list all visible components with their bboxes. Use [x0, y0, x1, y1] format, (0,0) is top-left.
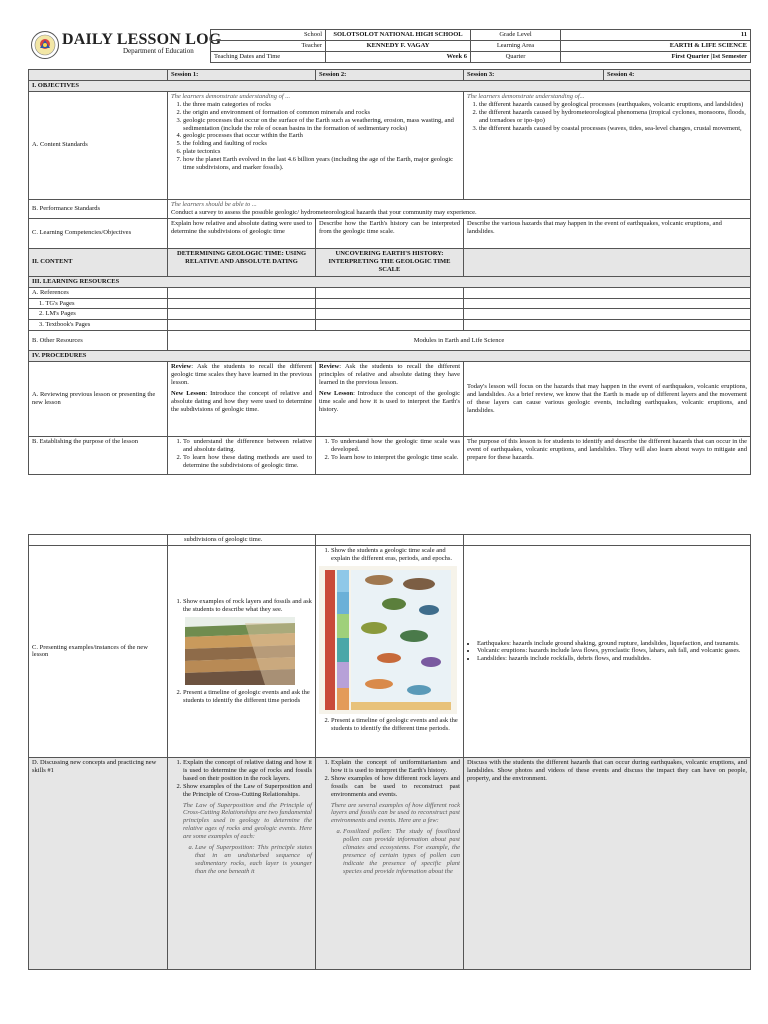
page-1 — [0, 0, 768, 484]
content-s1: DETERMINING GEOLOGIC TIME: USING RELATIVE AND ABSOLUTE DATING — [168, 248, 316, 276]
list-item: 1. the different hazards caused by geological processes (earthquakes, volcanic eruptions, and landslides) — [479, 101, 747, 109]
resources-heading: III. LEARNING RESOURCES — [29, 276, 751, 287]
dates-value: Week 6 — [326, 52, 471, 63]
procedure-c-label: C. Presenting examples/instances of the new lesson — [29, 545, 168, 757]
list-item: 1. the three main categories of rocks — [183, 101, 460, 109]
procedure-b-s1-continued: subdivisions of geologic time. — [168, 535, 316, 546]
list-item: 3. the different hazards caused by coastal processes (waves, tides, sea-level changes, crustal movement, — [479, 125, 747, 133]
list-item: 3. geologic processes that occur on the surface of the Earth such as weathering, erosion, mass wasting, and sedimentation (include the role of ocean basins in the formation of sedimentary rocks) — [183, 117, 460, 133]
review-key: Review — [319, 363, 340, 371]
procedure-a-s1: Review: Ask the students to recall the different geologic time scales they have learned in the previous lesson. New Lesson: Introduce the concept of relative and absolute dating and how they were used to determine the subdivisions of geologic time. — [168, 362, 316, 437]
d-s1-italic: The Law of Superposition and the Principle of Cross-Cutting Relationships are two fundamental principles used in geology to determine the relative ages of rocks and geologic events. Here are some examples of each: — [183, 801, 312, 841]
list-item: • Volcanic eruptions: hazards include lava flows, pyroclastic flows, lahars, ash fall, and volcanic gases. — [477, 647, 747, 655]
procedure-d-s2 — [316, 757, 464, 969]
page-gap — [0, 484, 768, 530]
list-item: 1. To understand the difference between relative and absolute dating. — [183, 438, 312, 454]
other-resources-label: B. Other Resources — [29, 331, 168, 351]
dates-label: Teaching Dates and Time — [211, 52, 326, 63]
session-4-header: Session 4: — [604, 70, 751, 81]
session-blank — [29, 70, 168, 81]
page-2 — [0, 530, 768, 1024]
procedure-b-s3: The purpose of this lesson is for students to identify and describe the different hazards that can occur in the event of earthquakes, volcanic eruptions, and landslides. They will also learn about ways to mitigate and prepare for these hazards. — [464, 437, 751, 475]
quarter-value: First Quarter |1st Semester — [561, 52, 751, 63]
new-lesson-key: New Lesson — [319, 389, 354, 397]
list-item: 2. To learn how to interpret the geologic time scale. — [331, 454, 460, 462]
teacher-value: KENNEDY F. VAGAY — [326, 41, 471, 52]
competency-s3: Describe the various hazards that may happen in the event of earthquakes, volcanic eruptions, and landslides. — [464, 218, 751, 248]
teacher-label: Teacher — [211, 41, 326, 52]
procedure-c-s3 — [464, 545, 751, 757]
content-list-s34 — [467, 101, 747, 133]
grade-label: Grade Level — [471, 30, 561, 41]
procedure-c-s1 — [168, 545, 316, 757]
quarter-label: Quarter — [471, 52, 561, 63]
deped-seal-logo — [31, 31, 59, 59]
performance-intro: The learners should be able to ... — [171, 200, 257, 208]
content-heading: II. CONTENT — [29, 248, 168, 276]
rock-layers-image — [185, 617, 295, 685]
school-value: SOLOTSOLOT NATIONAL HIGH SCHOOL — [326, 30, 471, 41]
list-item: 1. Show examples of rock layers and fossils and ask the students to describe what they see. — [183, 598, 312, 614]
list-item: 1. Explain the concept of uniformitarianism and how it is used to interpret the Earth's history. — [331, 759, 460, 775]
header-info-table — [210, 29, 751, 63]
list-item: 2. Present a timeline of geologic events and ask the students to identify the different time periods — [183, 689, 312, 705]
textbook-pages-label: 3. Textbook's Pages — [29, 320, 168, 331]
procedure-a-label: A. Reviewing previous lesson or presenting the new lesson — [29, 362, 168, 437]
content-list-s12 — [171, 101, 460, 172]
procedure-d-s3: Discuss with the students the different hazards that can occur during earthquakes, volcanic eruptions, and landslides. Show photos and videos of these events and discuss the impact they can have on people, property, and the environment. — [464, 757, 751, 969]
procedures-heading: IV. PROCEDURES — [29, 351, 751, 362]
d-s2-italic: There are several examples of how different rock layers and fossils can be used to reconstruct past environments and events. Here are a few: — [331, 801, 460, 825]
procedure-c-s2 — [316, 545, 464, 757]
content-s34 — [464, 248, 751, 276]
list-item: 2. Show examples of how different rock layers and fossils can be used to reconstruct past environments and events. — [331, 775, 460, 799]
procedure-a-s3: Today's lesson will focus on the hazards that may happen in the event of earthquakes, volcanic eruptions, and landslides. As a brief review, we know that the Earth is made up of different layers and the movement of these layers can cause various geologic events, including earthquakes, volcanic eruptions, and landslides. — [464, 362, 751, 437]
procedure-b-s2 — [316, 437, 464, 475]
review-key: Review — [171, 363, 192, 371]
new-lesson-key: New Lesson — [171, 389, 206, 397]
list-item: • Landslides: hazards include rockfalls, debris flows, and mudslides. — [477, 655, 747, 663]
list-item: 2. Present a timeline of geologic events and ask the students to identify the different time periods. — [331, 717, 460, 733]
lm-pages-label: 2. LM's Pages — [29, 309, 168, 320]
procedure-d-s1 — [168, 757, 316, 969]
session-2-header: Session 2: — [316, 70, 464, 81]
session-1-header: Session 1: — [168, 70, 316, 81]
content-s2: UNCOVERING EARTH'S HISTORY: INTERPRETING THE GEOLOGIC TIME SCALE — [316, 248, 464, 276]
competency-s2: Describe how the Earth's history can be interpreted from the geologic time scale. — [316, 218, 464, 248]
list-item: 4. geologic processes that occur within the Earth — [183, 132, 460, 140]
list-item: 6. plate tectonics — [183, 148, 460, 156]
school-label: School — [211, 30, 326, 41]
references-label: A. References — [29, 287, 168, 298]
list-item: 1. Explain the concept of relative dating and how it is used to determine the age of rocks and fossils based on their position in the rock layers. — [183, 759, 312, 783]
content-intro: The learners demonstrate understanding of ... — [171, 92, 291, 100]
objectives-heading: I. OBJECTIVES — [29, 80, 751, 91]
procedure-d-label: D. Discussing new concepts and practicing new skills #1 — [29, 757, 168, 969]
content-intro: The learners demonstrate understanding of... — [467, 92, 585, 100]
list-item: 2. To learn how these dating methods are used to determine the subdivisions of geologic time. — [183, 454, 312, 470]
other-resources-value: Modules in Earth and Life Science — [168, 331, 751, 351]
department-name: Department of Education — [123, 47, 194, 55]
list-item: 5. the folding and faulting of rocks — [183, 140, 460, 148]
content-standards-label: A. Content Standards — [29, 91, 168, 199]
lesson-log-table-page2 — [28, 534, 751, 970]
grade-value: 11 — [561, 30, 751, 41]
procedure-b-label: B. Establishing the purpose of the lesson — [29, 437, 168, 475]
list-item: 1. Show the students a geologic time scale and explain the different eras, periods, and epochs. — [331, 547, 460, 563]
document-title: DAILY LESSON LOG — [62, 31, 222, 48]
list-item: 2. the origin and environment of formation of common minerals and rocks — [183, 109, 460, 117]
geologic-time-scale-image — [319, 566, 457, 714]
procedure-b-s1 — [168, 437, 316, 475]
competency-s1: Explain how relative and absolute dating were used to determine the subdivisions of geologic time — [168, 218, 316, 248]
area-label: Learning Area — [471, 41, 561, 52]
lesson-log-table-page1 — [28, 69, 751, 475]
content-standards-s12 — [168, 91, 464, 199]
content-standards-s34 — [464, 91, 751, 199]
performance-standards-label: B. Performance Standards — [29, 199, 168, 218]
list-item: 2. Show examples of the Law of Superposition and the Principle of Cross-Cutting Relationships. — [183, 783, 312, 799]
area-value: EARTH & LIFE SCIENCE — [561, 41, 751, 52]
performance-standards-cell — [168, 199, 751, 218]
list-item: 7. how the planet Earth evolved in the last 4.6 billion years (including the age of the Earth, major geologic time subdivisions, and marker fossils). — [183, 156, 460, 172]
list-item: a. Fossilized pollen: The study of fossilized pollen can provide information about past climates and ecosystems. For example, the presence of certain types of pollen can indicate the presence of specific plant species and provide information about the — [343, 828, 460, 876]
tg-pages-label: 1. TG's Pages — [29, 298, 168, 309]
competencies-label: C. Learning Competencies/Objectives — [29, 218, 168, 248]
list-item: a. Law of Superposition: This principle states that in an undisturbed sequence of sedimentary rocks, each layer is younger than the one beneath it — [195, 844, 312, 876]
list-item: • Earthquakes: hazards include ground shaking, ground rupture, landslides, liquefaction, and tsunamis. — [477, 640, 747, 648]
session-3-header: Session 3: — [464, 70, 604, 81]
list-item: 1. To understand how the geologic time scale was developed. — [331, 438, 460, 454]
list-item: 2. the different hazards caused by hydrometeorological phenomena (tropical cyclones, monsoons, floods, and tornadoes or ipo-ipo) — [479, 109, 747, 125]
procedure-a-s2: Review: Ask the students to recall the different principles of relative and absolute dating they have learned in the previous lesson. New Lesson: Introduce the concept of the geologic time scale and how it is used to interpret the Earth's history. — [316, 362, 464, 437]
performance-text: Conduct a survey to assess the possible geologic/ hydrometeorological hazards that your community may experience. — [171, 208, 477, 216]
